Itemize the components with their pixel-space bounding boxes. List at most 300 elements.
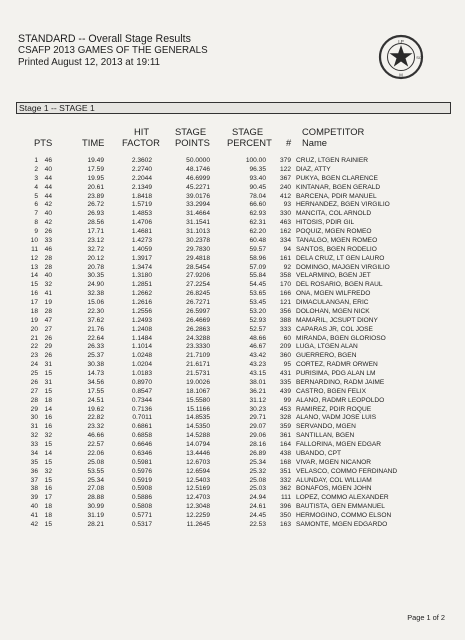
cell-points: 24.3288 [186, 334, 210, 342]
cell-name: DIAZ, ATTY [296, 165, 331, 173]
table-row [0, 370, 465, 379]
table-row [0, 255, 465, 264]
table-row [0, 343, 465, 352]
cell-time: 14.73 [87, 370, 104, 377]
cell-time: 25.34 [87, 476, 104, 484]
cell-place: 11 [31, 245, 38, 253]
cell-place: 41 [30, 512, 38, 519]
cell-hf: 0.5886 [131, 494, 152, 502]
printed-date: Printed August 12, 2013 at 19:11 [18, 57, 160, 68]
cell-hf: 1.2616 [131, 299, 152, 306]
table-row [0, 335, 465, 344]
cell-points: 31.4664 [186, 210, 210, 218]
cell-points: 21.7109 [186, 352, 210, 360]
cell-points: 12.6703 [186, 458, 210, 466]
cell-place: 6 [34, 201, 38, 209]
cell-num: 335 [279, 378, 291, 386]
cell-num: 122 [279, 165, 291, 173]
cell-hf: 1.2493 [131, 316, 152, 324]
cell-hf: 0.5808 [131, 503, 152, 511]
cell-pts: 18 [44, 503, 52, 511]
cell-num: 111 [280, 494, 291, 502]
col-factor: FACTOR [122, 137, 160, 148]
cell-points: 26.7271 [186, 299, 210, 306]
table-row [0, 468, 465, 477]
cell-name: CASTRO, BGEN FELIX [296, 387, 366, 395]
cell-name: CORTEZ, RADMR ORWEN [296, 361, 378, 369]
report-header [18, 33, 208, 69]
cell-time: 32.38 [87, 290, 104, 298]
cell-place: 14 [30, 272, 38, 280]
table-row [0, 352, 465, 361]
cell-place: 22 [30, 343, 38, 351]
table-row [0, 406, 465, 415]
cell-pts: 16 [44, 423, 52, 431]
cell-pts: 15 [44, 441, 52, 448]
cell-pts: 28 [44, 263, 52, 271]
cell-name: KINTANAR, BGEN GERALD [296, 183, 381, 191]
cell-time: 27.08 [87, 485, 104, 493]
cell-name: SANTILLAN, BGEN [296, 432, 355, 440]
table-row [0, 308, 465, 317]
cell-name: CAPARAS JR, COL JOSE [296, 325, 373, 333]
cell-name: LOPEZ, COMMO ALEXANDER [296, 494, 389, 502]
cell-hf: 0.8970 [131, 378, 152, 386]
stage-label: Stage 1 -- STAGE 1 [16, 102, 451, 114]
cell-hf: 1.4059 [131, 245, 152, 253]
cell-pts: 16 [44, 485, 52, 493]
cell-points: 11.2645 [186, 520, 210, 528]
cell-pts: 28 [44, 254, 52, 262]
cell-pts: 14 [44, 405, 52, 413]
cell-pts: 40 [44, 165, 52, 173]
cell-points: 19.0026 [186, 378, 210, 386]
col-number: # [286, 137, 292, 148]
cell-place: 16 [30, 290, 38, 298]
cell-place: 36 [30, 467, 38, 475]
cell-name: BONAFOS, MGEN JOHN [296, 485, 372, 493]
cell-time: 26.33 [87, 343, 104, 351]
cell-name: MANCITA, COL ARNOLD [296, 210, 372, 218]
cell-time: 23.12 [87, 236, 104, 244]
table-row [0, 450, 465, 459]
table-row [0, 175, 465, 184]
cell-pct: 55.84 [249, 272, 266, 280]
cell-pts: 15 [44, 520, 52, 528]
cell-pct: 53.45 [249, 299, 266, 306]
cell-time: 20.61 [87, 183, 104, 191]
cell-pct: 59.57 [249, 245, 266, 253]
table-row [0, 503, 465, 512]
cell-points: 27.9206 [186, 272, 210, 280]
cell-num: 356 [279, 307, 291, 315]
cell-place: 30 [30, 414, 38, 422]
cell-time: 17.59 [87, 165, 104, 173]
cell-place: 27 [30, 387, 38, 395]
cell-pts: 32 [44, 432, 52, 440]
cell-place: 7 [34, 210, 38, 218]
cell-hf: 0.8547 [131, 387, 152, 395]
cell-pts: 42 [44, 201, 52, 209]
cell-hf: 1.2556 [131, 307, 152, 315]
table-row [0, 361, 465, 370]
cell-name: SANTOS, BGEN RODELIO [296, 245, 377, 253]
table-row [0, 441, 465, 450]
cell-name: UBANDO, CPT [296, 449, 342, 457]
table-row [0, 397, 465, 406]
cell-time: 28.21 [87, 520, 104, 528]
cell-time: 25.08 [87, 458, 104, 466]
cell-pts: 26 [44, 352, 52, 360]
cell-pct: 29.71 [249, 414, 266, 422]
cell-points: 12.5169 [186, 485, 210, 493]
cell-name: VELASCO, COMMO FERDINAND [296, 467, 398, 475]
cell-pts: 32 [44, 281, 52, 289]
cell-time: 32.72 [87, 245, 104, 253]
cell-pts: 16 [44, 414, 52, 422]
logo-text-bottom: M [399, 72, 403, 78]
cell-time: 31.19 [87, 512, 104, 519]
cell-hf: 0.5919 [131, 476, 152, 484]
cell-name: RAMIREZ, PDIR ROQUE [296, 405, 372, 413]
cell-pts: 15 [44, 387, 52, 395]
table-row [0, 201, 465, 210]
cell-points: 14.8535 [186, 414, 210, 422]
cell-name: GUERRERO, BGEN [296, 352, 357, 360]
cell-hf: 1.2851 [131, 281, 152, 289]
cell-num: 360 [279, 352, 291, 360]
event-name: CSAFP 2013 GAMES OF THE GENERALS [18, 45, 208, 56]
cell-points: 13.4446 [186, 449, 210, 457]
cell-points: 31.1013 [186, 228, 210, 235]
cell-place: 24 [30, 361, 38, 369]
cell-hf: 0.5976 [131, 467, 152, 475]
cell-hf: 2.2740 [131, 165, 152, 173]
table-row [0, 326, 465, 335]
table-row [0, 219, 465, 228]
cell-hf: 0.7136 [131, 405, 152, 413]
cell-num: 92 [283, 263, 291, 271]
cell-pts: 40 [44, 210, 52, 218]
col-hit: HIT [134, 126, 150, 137]
col-stage-percent-1: STAGE [232, 126, 264, 137]
cell-name: LUGA, LTGEN ALAN [296, 343, 358, 351]
table-row [0, 166, 465, 175]
cell-points: 21.5731 [186, 370, 210, 377]
cell-hf: 1.3180 [131, 272, 152, 280]
cell-points: 48.1746 [186, 165, 210, 173]
cell-name: SERVANDO, MGEN [296, 423, 356, 431]
cell-pct: 100.00 [245, 157, 266, 164]
cell-num: 330 [279, 210, 291, 218]
cell-hf: 1.4273 [131, 236, 152, 244]
cell-points: 15.1166 [186, 405, 210, 413]
cell-hf: 1.3474 [131, 263, 152, 271]
cell-points: 21.6171 [186, 361, 210, 369]
cell-pct: 38.01 [249, 378, 266, 386]
cell-num: 161 [279, 254, 291, 262]
cell-pts: 41 [44, 290, 52, 298]
cell-num: 431 [279, 370, 291, 377]
cell-pct: 62.20 [249, 228, 266, 235]
cell-place: 32 [30, 432, 38, 440]
cell-num: 60 [283, 334, 291, 342]
cell-pct: 31.12 [249, 396, 266, 404]
cell-pct: 93.40 [249, 174, 266, 182]
cell-name: DOMINGO, MAJGEN VIRGILIO [296, 263, 390, 271]
cell-name: HITOSIS, PDIR GIL [296, 219, 355, 227]
cell-points: 18.1067 [186, 387, 210, 395]
cell-pts: 33 [44, 236, 52, 244]
cell-points: 50.0000 [186, 157, 210, 164]
cell-num: 332 [279, 476, 291, 484]
col-stage-points-2: POINTS [175, 137, 210, 148]
cell-time: 53.55 [87, 467, 104, 475]
cell-time: 23.89 [87, 192, 104, 200]
cell-points: 39.0176 [186, 192, 210, 200]
cell-pct: 52.93 [249, 316, 266, 324]
page-number: Page 1 of 2 [407, 613, 445, 622]
cell-pts: 26 [44, 228, 52, 235]
cell-time: 37.62 [87, 316, 104, 324]
cell-hf: 2.1349 [131, 183, 152, 191]
cell-hf: 2.3602 [131, 157, 152, 164]
cell-pts: 44 [44, 174, 52, 182]
cell-place: 35 [30, 458, 38, 466]
cell-points: 15.5580 [186, 396, 210, 404]
cell-time: 22.30 [87, 307, 104, 315]
cell-place: 9 [34, 228, 38, 235]
cell-num: 379 [279, 157, 291, 164]
cell-points: 30.2378 [186, 236, 210, 244]
cell-pct: 52.57 [249, 325, 266, 333]
cell-place: 17 [30, 299, 38, 306]
cell-place: 34 [30, 449, 38, 457]
cell-num: 334 [279, 236, 291, 244]
cell-hf: 1.5719 [131, 201, 152, 209]
cell-pts: 15 [44, 370, 52, 377]
cell-pts: 31 [44, 361, 52, 369]
cell-time: 23.32 [87, 423, 104, 431]
cell-pct: 66.60 [249, 201, 266, 209]
cell-points: 26.8245 [186, 290, 210, 298]
cell-points: 29.4818 [186, 254, 210, 262]
cell-pct: 36.21 [249, 387, 266, 395]
cell-pts: 15 [44, 458, 52, 466]
cell-pts: 17 [44, 494, 52, 502]
cell-points: 12.3048 [186, 503, 210, 511]
cell-pts: 46 [44, 157, 52, 164]
cell-place: 38 [30, 485, 38, 493]
cell-pct: 62.31 [249, 219, 266, 227]
table-row [0, 379, 465, 388]
cell-time: 21.76 [87, 325, 104, 333]
cell-time: 15.06 [87, 299, 104, 306]
results-table [0, 157, 465, 530]
cell-num: 438 [279, 449, 291, 457]
cell-place: 42 [30, 520, 38, 528]
cell-place: 15 [30, 281, 38, 289]
cell-place: 13 [30, 263, 38, 271]
table-row [0, 193, 465, 202]
cell-pct: 60.48 [249, 236, 266, 244]
cell-name: CRUZ, LTGEN RAINIER [296, 157, 369, 164]
cell-hf: 0.6646 [131, 441, 152, 448]
cell-place: 40 [30, 503, 38, 511]
cell-time: 17.71 [87, 228, 104, 235]
table-row [0, 157, 465, 166]
cell-hf: 1.0248 [131, 352, 152, 360]
table-row [0, 281, 465, 290]
cell-points: 12.2259 [186, 512, 210, 519]
cell-hf: 1.1484 [131, 334, 152, 342]
cell-place: 2 [34, 165, 38, 173]
cell-time: 28.88 [87, 494, 104, 502]
cell-time: 30.35 [87, 272, 104, 280]
cell-place: 31 [30, 423, 38, 431]
cell-pct: 96.35 [249, 165, 266, 173]
report-title: STANDARD -- Overall Stage Results [18, 33, 191, 45]
table-row [0, 485, 465, 494]
table-row [0, 246, 465, 255]
cell-hf: 0.6346 [131, 449, 152, 457]
cell-name: ALANO, RADMR LEOPOLDO [296, 396, 385, 404]
cell-pct: 43.42 [249, 352, 266, 360]
cell-name: VIVAR, MGEN NICANOR [296, 458, 371, 466]
cell-name: MAMARIL, JCSUPT DIONY [296, 316, 378, 324]
cell-points: 27.2254 [186, 281, 210, 289]
table-row [0, 414, 465, 423]
cell-pct: 78.04 [249, 192, 266, 200]
cell-pts: 15 [44, 476, 52, 484]
cell-pts: 18 [44, 512, 52, 519]
cell-pct: 57.09 [249, 263, 266, 271]
cell-name: PUKYA, BGEN CLARENCE [296, 174, 378, 182]
cell-points: 14.5350 [186, 423, 210, 431]
cell-name: DOLOHAN, MGEN NICK [296, 307, 370, 315]
cell-name: BERNARDINO, RADM JAIME [296, 378, 385, 386]
cell-points: 33.2994 [186, 201, 210, 209]
cell-num: 333 [279, 325, 291, 333]
cell-num: 93 [283, 201, 291, 209]
cell-name: HERMOGINO, COMMO ELSON [296, 512, 392, 519]
cell-points: 26.4669 [186, 316, 210, 324]
cell-num: 412 [279, 192, 291, 200]
cell-hf: 0.6858 [131, 432, 152, 440]
cell-time: 30.38 [87, 361, 104, 369]
table-row [0, 521, 465, 530]
cell-pct: 90.45 [249, 183, 266, 191]
cell-place: 19 [30, 316, 38, 324]
cell-points: 12.4703 [186, 494, 210, 502]
cell-name: BARCENA, PDIR MANUEL [296, 192, 377, 200]
cell-place: 29 [30, 405, 38, 413]
table-row [0, 290, 465, 299]
cell-hf: 1.0183 [131, 370, 152, 377]
table-row [0, 388, 465, 397]
cell-pct: 25.34 [249, 458, 266, 466]
cell-pct: 43.23 [249, 361, 266, 369]
logo-text-side: SC [416, 55, 422, 60]
cell-pct: 24.61 [249, 503, 266, 511]
cell-place: 1 [34, 157, 38, 164]
cell-pts: 32 [44, 467, 52, 475]
cell-hf: 1.2408 [131, 325, 152, 333]
cell-place: 21 [30, 334, 38, 342]
cell-pct: 24.94 [249, 494, 266, 502]
cell-num: 95 [283, 361, 291, 369]
cell-place: 18 [30, 307, 38, 315]
cell-name: BAUTISTA, GEN EMMANUEL [296, 503, 385, 511]
cell-pts: 29 [44, 343, 52, 351]
cell-pts: 44 [44, 192, 52, 200]
cell-pts: 28 [44, 307, 52, 315]
cell-num: 94 [283, 245, 291, 253]
cell-time: 19.62 [87, 405, 104, 413]
cell-name: MIRANDA, BGEN GLORIOSO [296, 334, 386, 342]
cell-pct: 29.06 [249, 432, 266, 440]
cell-time: 25.37 [87, 352, 104, 360]
cell-points: 28.5454 [186, 263, 210, 271]
cell-time: 24.90 [87, 281, 104, 289]
cell-place: 10 [30, 236, 38, 244]
cell-name: ALANO, VADM JOSE LUIS [296, 414, 377, 422]
cell-hf: 0.5908 [131, 485, 152, 493]
cell-num: 99 [283, 396, 291, 404]
cell-num: 359 [279, 423, 291, 431]
cell-pct: 46.67 [249, 343, 266, 351]
cell-points: 31.1541 [186, 219, 210, 227]
table-row [0, 210, 465, 219]
cell-num: 166 [279, 290, 291, 298]
cell-pts: 26 [44, 334, 52, 342]
cell-time: 46.66 [87, 432, 104, 440]
cell-pct: 25.08 [249, 476, 266, 484]
cell-pct: 54.45 [249, 281, 266, 289]
cell-pct: 24.45 [249, 512, 266, 519]
cell-pct: 22.53 [249, 520, 266, 528]
cell-name: PURISIMA, PDG ALAN LM [296, 370, 376, 377]
col-name: Name [302, 137, 328, 148]
cell-num: 463 [279, 219, 291, 227]
cell-hf: 1.0204 [131, 361, 152, 369]
table-row [0, 432, 465, 441]
cell-num: 396 [279, 503, 291, 511]
cell-points: 46.6999 [186, 174, 210, 182]
cell-place: 12 [30, 254, 38, 262]
cell-pct: 30.23 [249, 405, 266, 413]
cell-name: DEL ROSARIO, BGEN RAUL [296, 281, 383, 289]
cell-time: 28.56 [87, 219, 104, 227]
cell-num: 439 [279, 387, 291, 395]
col-stage-percent-2: PERCENT [227, 137, 272, 148]
cell-name: FALLORINA, MGEN EDGAR [296, 441, 382, 448]
cell-place: 5 [34, 192, 38, 200]
table-row [0, 237, 465, 246]
cell-num: 328 [279, 414, 291, 422]
cell-num: 361 [279, 432, 291, 440]
table-row [0, 494, 465, 503]
cell-pts: 27 [44, 325, 52, 333]
ipsc-star-logo [378, 34, 424, 80]
table-row [0, 459, 465, 468]
cell-pts: 31 [44, 378, 52, 386]
cell-time: 17.55 [87, 387, 104, 395]
cell-time: 20.78 [87, 263, 104, 271]
cell-num: 367 [279, 174, 291, 182]
cell-points: 29.7830 [186, 245, 210, 253]
cell-pct: 28.16 [249, 441, 266, 448]
